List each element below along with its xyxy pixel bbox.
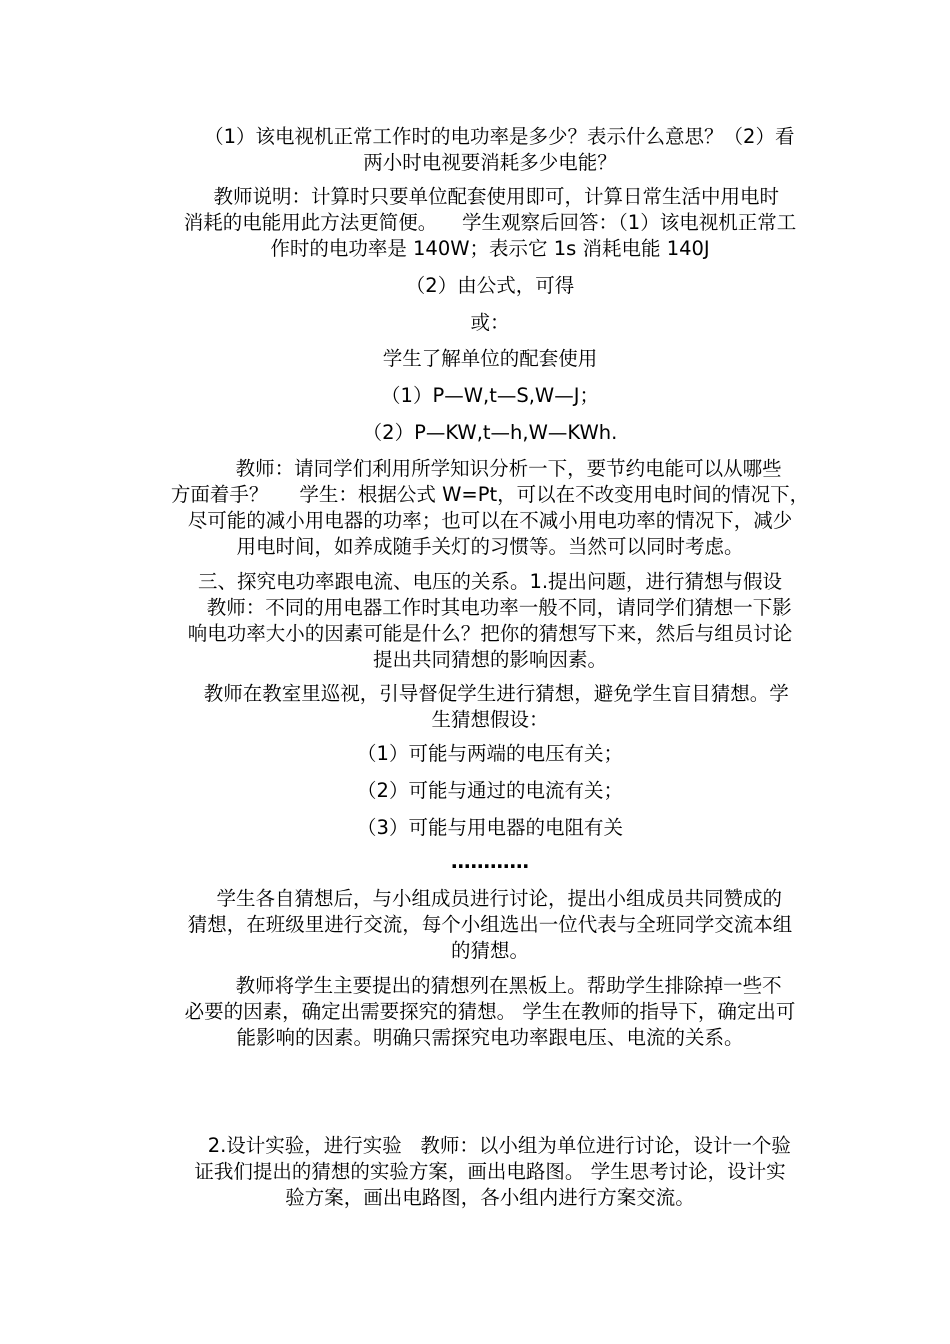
paragraph-units-1 <box>170 383 810 409</box>
text-line: 学生各自猜想后，与小组成员进行讨论，提出小组成员共同赞成的 <box>197 887 783 910</box>
text-line: 作时的电功率是 140W；表示它 1s 消耗电能 140J <box>270 237 710 260</box>
text-line: 验方案，画出电路图，各小组内进行方案交流。 <box>285 1186 695 1209</box>
text-line: 用电时间，如养成随手关灯的习惯等。当然可以同时考虑。 <box>236 535 744 558</box>
text-line: ………… <box>451 850 529 873</box>
text-line: 必要的因素，确定出需要探究的猜想。 学生在教师的指导下，确定出可 <box>184 1000 796 1023</box>
paragraph-or <box>170 310 810 336</box>
text-line: 证我们提出的猜想的实验方案，画出电路图。 学生思考讨论，设计实 <box>194 1160 786 1183</box>
paragraph-unit-matching <box>170 346 810 372</box>
text-line: （3）可能与用电器的电阻有关 <box>357 816 623 839</box>
text-line: 教师在教室里巡视，引导督促学生进行猜想，避免学生盲目猜想。学 <box>191 682 789 705</box>
text-line: 教师：请同学们利用所学知识分析一下，要节约电能可以从哪些 <box>198 457 782 480</box>
text-line: 两小时电视要消耗多少电能？ <box>363 151 617 174</box>
text-line: （1）可能与两端的电压有关； <box>357 742 623 765</box>
text-line: 学生了解单位的配套使用 <box>382 347 598 370</box>
text-line: （2）可能与通过的电流有关； <box>357 779 623 802</box>
text-line: 提出共同猜想的影响因素。 <box>372 648 607 671</box>
text-line: 响电功率大小的因素可能是什么？把你的猜想写下来，然后与组员讨论 <box>187 622 793 645</box>
hypothesis-2 <box>170 778 810 804</box>
paragraph-blackboard <box>170 973 810 1051</box>
hypothesis-3 <box>170 815 810 841</box>
paragraph-teacher-patrol <box>170 681 810 733</box>
text-line: 教师说明：计算时只要单位配套使用即可，计算日常生活中用电时 <box>201 185 779 208</box>
text-line: （2）P—KW,t—h,W—KWh. <box>362 421 618 444</box>
text-line: 猜想，在班级里进行交流，每个小组选出一位代表与全班同学交流本组 <box>187 913 793 936</box>
text-line: 三、探究电功率跟电流、电压的关系。1.提出问题，进行猜想与假设 <box>197 570 783 593</box>
text-line: 能影响的因素。明确只需探究电功率跟电压、电流的关系。 <box>236 1026 744 1049</box>
paragraph-design-experiment <box>170 1133 810 1211</box>
paragraph-save-energy <box>170 456 810 560</box>
text-line: 消耗的电能用此方法更简便。 学生观察后回答：（1）该电视机正常工 <box>183 211 797 234</box>
hypothesis-1 <box>170 741 810 767</box>
paragraph-teacher-explanation <box>170 184 810 262</box>
text-line: （1）该电视机正常工作时的电功率是多少？表示什么意思？（2）看 <box>185 125 795 148</box>
text-line: 2.设计实验，进行实验 教师：以小组为单位进行讨论，设计一个验 <box>189 1134 791 1157</box>
text-line: 或： <box>470 311 510 334</box>
text-line: （2）由公式，可得 <box>405 274 575 297</box>
paragraph-group-discussion <box>170 886 810 964</box>
text-line: 生猜想假设： <box>431 708 549 731</box>
paragraph-formula <box>170 273 810 299</box>
text-line: 的猜想。 <box>450 939 529 962</box>
text-line: 教师将学生主要提出的猜想列在黑板上。帮助学生排除掉一些不 <box>198 974 782 997</box>
ellipsis <box>170 849 810 875</box>
paragraph-units-2 <box>170 420 810 446</box>
text-line: （1）P—W,t—S,W—J； <box>381 384 599 407</box>
paragraph-section-three <box>170 569 810 673</box>
text-line: 方面着手？ 学生：根据公式 W=Pt，可以在不改变用电时间的情况下， <box>170 483 810 506</box>
paragraph-tv-question <box>170 124 810 176</box>
text-line: 尽可能的减小用电器的功率；也可以在不减小用电功率的情况下，减少 <box>187 509 793 532</box>
text-line: 教师：不同的用电器工作时其电功率一般不同，请同学们猜想一下影 <box>188 596 792 619</box>
